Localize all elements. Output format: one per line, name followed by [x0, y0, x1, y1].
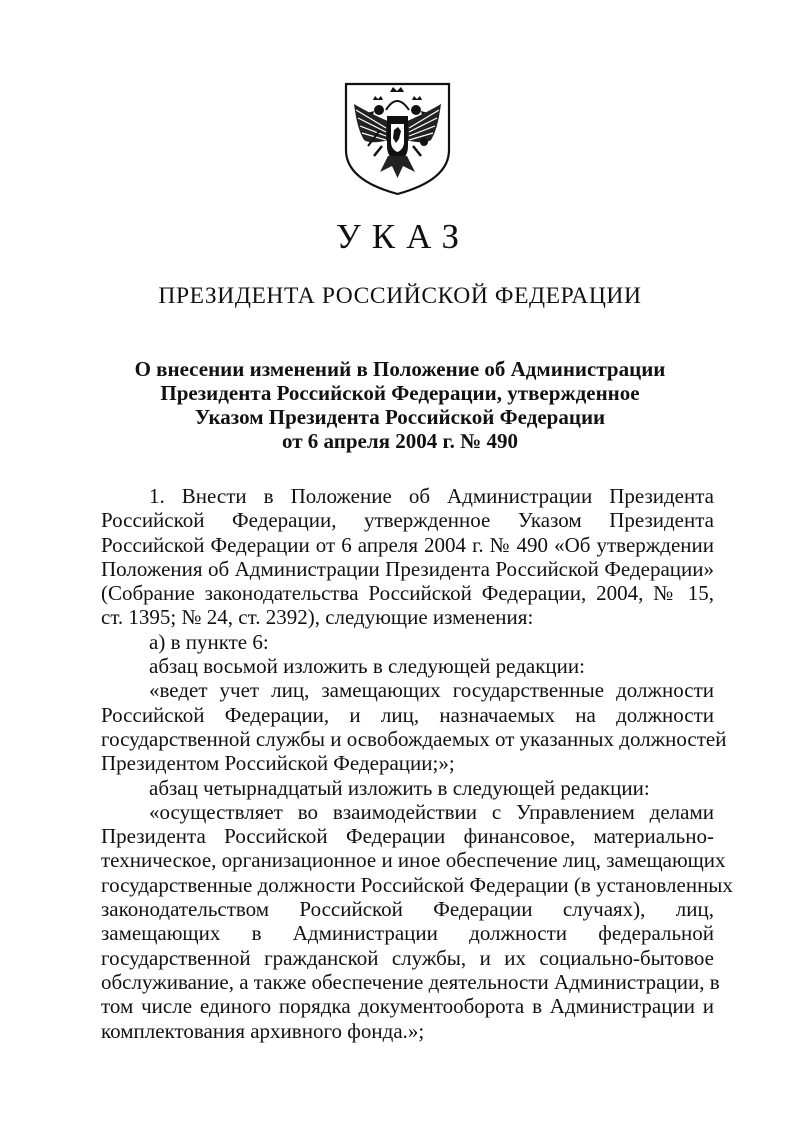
text-line: Президента Российской Федерации финансовое, материально-	[101, 824, 714, 849]
text-line: том числе единого порядка документооборота в Администрации и	[101, 994, 714, 1019]
decree-body	[101, 484, 733, 1043]
heading-line: от 6 апреля 2004 г. № 490	[281, 429, 519, 453]
text-line: абзац четырнадцатый изложить в следующей редакции:	[149, 775, 650, 800]
text-line: государственной гражданской службы, и их социально-бытовое	[101, 945, 714, 970]
paragraph-2	[101, 630, 714, 654]
text-line: Российской Федерации от 6 апреля 2004 г. № 490 «Об утверждении	[101, 532, 714, 557]
text-line: техническое, организационное и иное обеспечение лиц, замещающих	[101, 848, 726, 873]
text-line: а) в пункте 6:	[149, 629, 269, 654]
paragraph-4	[101, 678, 727, 776]
text-line: государственные должности Российской Федерации (в установленных	[101, 872, 733, 897]
text-line: ст. 1395; № 24, ст. 2392), следующие изменения:	[101, 605, 534, 630]
paragraph-1	[101, 484, 714, 630]
text-line: законодательством Российской Федерации случаях), лиц,	[101, 897, 714, 922]
text-line: Российской Федерации, и лиц, назначаемых на должности	[101, 702, 714, 727]
heading-line: О внесении изменений в Положение об Администрации	[134, 357, 666, 381]
coat-of-arms-icon	[340, 80, 455, 198]
text-line: абзац восьмой изложить в следующей редакции:	[149, 654, 585, 679]
text-line: Президентом Российской Федерации;»;	[101, 751, 455, 776]
heading-line: Указом Президента Российской Федерации	[194, 405, 606, 429]
paragraph-5	[101, 776, 714, 800]
document-subtitle: ПРЕЗИДЕНТА РОССИЙСКОЙ ФЕДЕРАЦИИ	[158, 283, 642, 309]
text-line: обслуживание, а также обеспечение деятельности Администрации, в	[101, 969, 720, 994]
text-line: «ведет учет лиц, замещающих государственные должности	[149, 678, 714, 703]
document-title: УКАЗ	[335, 217, 471, 256]
text-line: (Собрание законодательства Российской Федерации, 2004, № 15,	[101, 581, 714, 606]
text-line: замещающих в Администрации должности федеральной	[101, 921, 714, 946]
heading-line: Президента Российской Федерации, утвержденное	[160, 381, 640, 405]
paragraph-6	[101, 799, 733, 1043]
text-line: Положения об Администрации Президента Российской Федерации»	[101, 556, 714, 581]
text-line: «осуществляет во взаимодействии с Управлением делами	[149, 799, 714, 824]
text-line: государственной службы и освобождаемых от указанных должностей	[101, 726, 727, 751]
text-line: 1. Внести в Положение об Администрации Президента	[149, 484, 714, 508]
paragraph-3	[101, 654, 714, 678]
decree-heading	[0, 357, 800, 453]
text-line: комплектования архивного фонда.»;	[101, 1018, 425, 1043]
text-line: Российской Федерации, утвержденное Указом Президента	[101, 508, 714, 533]
